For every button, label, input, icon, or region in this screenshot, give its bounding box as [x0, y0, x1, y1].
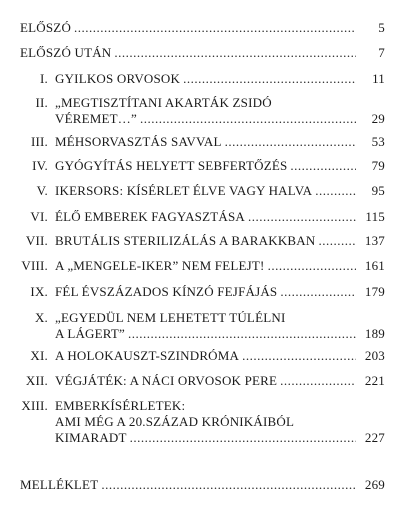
page-number: 79 — [371, 158, 385, 173]
toc-entry — [0, 284, 403, 300]
chapter-numeral: XIII. — [21, 398, 48, 413]
dot-leader — [74, 20, 356, 36]
chapter-numeral: VIII. — [21, 258, 48, 273]
chapter-title-line: A LÁGERT” — [55, 326, 125, 341]
chapter-title-line: MELLÉKLET — [20, 477, 99, 492]
chapter-numeral: VII. — [25, 233, 48, 248]
page-number: 189 — [364, 326, 385, 341]
page-number: 5 — [378, 20, 385, 35]
dot-leader — [130, 430, 356, 446]
chapter-title-line: MÉHSORVASZTÁS SAVVAL — [55, 134, 222, 149]
page-number: 269 — [364, 477, 385, 492]
dot-leader — [183, 71, 356, 87]
toc-entry — [0, 183, 403, 199]
toc-entry — [0, 310, 403, 342]
toc-entry — [0, 233, 403, 249]
page-number: 137 — [364, 233, 385, 248]
chapter-title-line: GYÓGYÍTÁS HELYETT SEBFERTŐZÉS — [55, 158, 288, 173]
chapter-title-line: KIMARADT — [55, 430, 127, 445]
toc-entry — [0, 373, 403, 389]
page-number: 115 — [365, 209, 385, 224]
chapter-title-line: GYILKOS ORVOSOK — [55, 71, 181, 86]
chapter-numeral: VI. — [30, 209, 48, 224]
page-number: 53 — [371, 134, 385, 149]
chapter-numeral: V. — [36, 183, 48, 198]
toc-entry — [0, 258, 403, 274]
dot-leader — [101, 477, 356, 493]
dot-leader — [225, 134, 356, 150]
chapter-numeral: II. — [35, 95, 48, 110]
chapter-title-line: ÉLŐ EMBEREK FAGYASZTÁSA — [55, 209, 245, 224]
toc-entry — [0, 45, 403, 61]
dot-leader — [268, 258, 356, 274]
page-number: 7 — [378, 45, 385, 60]
page-number: 29 — [371, 111, 385, 126]
chapter-title-line: ELŐSZÓ UTÁN — [20, 45, 112, 60]
toc-entry — [0, 209, 403, 225]
page-number: 11 — [372, 71, 385, 86]
page-number: 95 — [371, 183, 385, 198]
dot-leader — [128, 326, 356, 342]
toc-entry — [0, 477, 403, 493]
chapter-title-line: AMI MÉG A 20.SZÁZAD KRÓNIKÁIBÓL — [55, 414, 295, 429]
chapter-title-line: „EGYEDÜL NEM LEHETETT TÚLÉLNI — [55, 310, 286, 325]
toc-entry — [0, 348, 403, 364]
chapter-title-line: VÉREMET…” — [55, 111, 137, 126]
toc-entry — [0, 71, 403, 87]
chapter-title-line: VÉGJÁTÉK: A NÁCI ORVOSOK PERE — [55, 373, 278, 388]
chapter-numeral: IX. — [30, 284, 48, 299]
chapter-title-line: „MEGTISZTÍTANI AKARTÁK ZSIDÓ — [55, 95, 272, 110]
dot-leader — [242, 348, 356, 364]
toc-entry — [0, 95, 403, 127]
chapter-numeral: XI. — [30, 348, 48, 363]
chapter-title-line: IKERSORS: KÍSÉRLET ÉLVE VAGY HALVA — [55, 183, 313, 198]
page-number: 161 — [364, 258, 385, 273]
page-number: 203 — [364, 348, 385, 363]
toc-entry — [0, 398, 403, 446]
page-number: 179 — [364, 284, 385, 299]
dot-leader — [140, 111, 356, 127]
page-number: 227 — [364, 430, 385, 445]
chapter-numeral: I. — [40, 71, 48, 86]
chapter-title-line: EMBERKÍSÉRLETEK: — [55, 398, 186, 413]
chapter-title-line: ELŐSZÓ — [20, 20, 72, 35]
toc-entry — [0, 134, 403, 150]
page-number: 221 — [364, 373, 385, 388]
dot-leader — [114, 45, 356, 61]
chapter-numeral: X. — [34, 310, 48, 325]
dot-leader — [248, 209, 356, 225]
chapter-title-line: A „MENGELE-IKER” NEM FELEJT! — [55, 258, 265, 273]
chapter-numeral: XII. — [25, 373, 48, 388]
chapter-title-line: A HOLOKAUSZT-SZINDRÓMA — [55, 348, 240, 363]
toc-entry — [0, 158, 403, 174]
chapter-title-line: BRUTÁLIS STERILIZÁLÁS A BARAKKBAN — [55, 233, 316, 248]
chapter-title-line: FÉL ÉVSZÁZADOS KÍNZÓ FEJFÁJÁS — [55, 284, 278, 299]
chapter-numeral: III. — [30, 134, 48, 149]
chapter-numeral: IV. — [32, 158, 48, 173]
toc-entry — [0, 20, 403, 36]
